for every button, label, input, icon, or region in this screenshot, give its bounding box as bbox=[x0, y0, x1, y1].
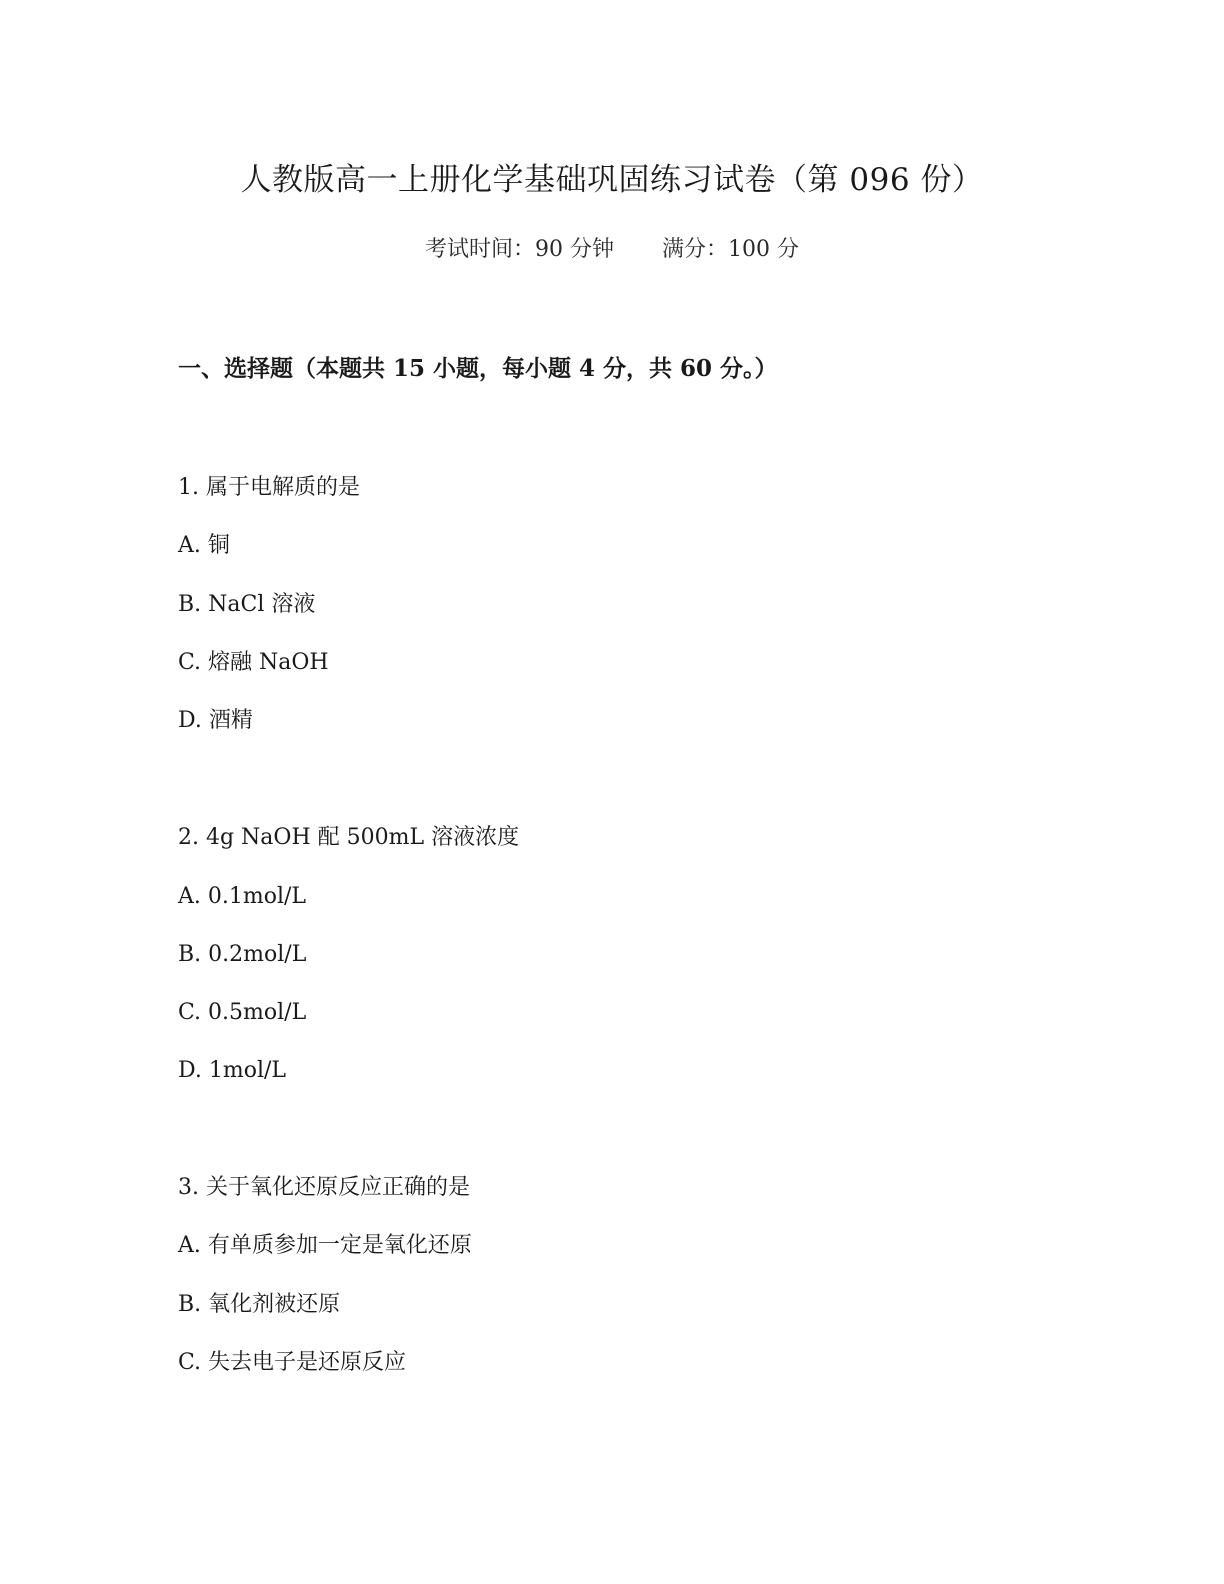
exam-time: 考试时间：90 分钟 bbox=[425, 237, 614, 262]
option-a: A. 有单质参加一定是氧化还原 bbox=[178, 1233, 472, 1258]
option-c: C. 失去电子是还原反应 bbox=[178, 1350, 407, 1375]
question-stem: 3. 关于氧化还原反应正确的是 bbox=[178, 1175, 470, 1200]
question-stem: 1. 属于电解质的是 bbox=[178, 475, 360, 500]
option-d: D. 酒精 bbox=[178, 708, 253, 733]
exam-title: 人教版高一上册化学基础巩固练习试卷（第 096 份） bbox=[240, 162, 984, 198]
option-a: A. 0.1mol/L bbox=[178, 884, 307, 909]
option-a: A. 铜 bbox=[178, 533, 230, 558]
full-score: 满分：100 分 bbox=[662, 237, 799, 262]
question-stem: 2. 4g NaOH 配 500mL 溶液浓度 bbox=[178, 825, 520, 850]
option-d: D. 1mol/L bbox=[178, 1058, 287, 1083]
exam-info bbox=[0, 234, 1224, 266]
option-b: B. 0.2mol/L bbox=[178, 942, 307, 967]
option-b: B. NaCl 溶液 bbox=[178, 592, 316, 617]
option-c: C. 熔融 NaOH bbox=[178, 650, 329, 675]
section-heading: 一、选择题（本题共 15 小题，每小题 4 分，共 60 分。） bbox=[178, 355, 778, 382]
option-c: C. 0.5mol/L bbox=[178, 1000, 307, 1025]
option-b: B. 氧化剂被还原 bbox=[178, 1292, 341, 1317]
